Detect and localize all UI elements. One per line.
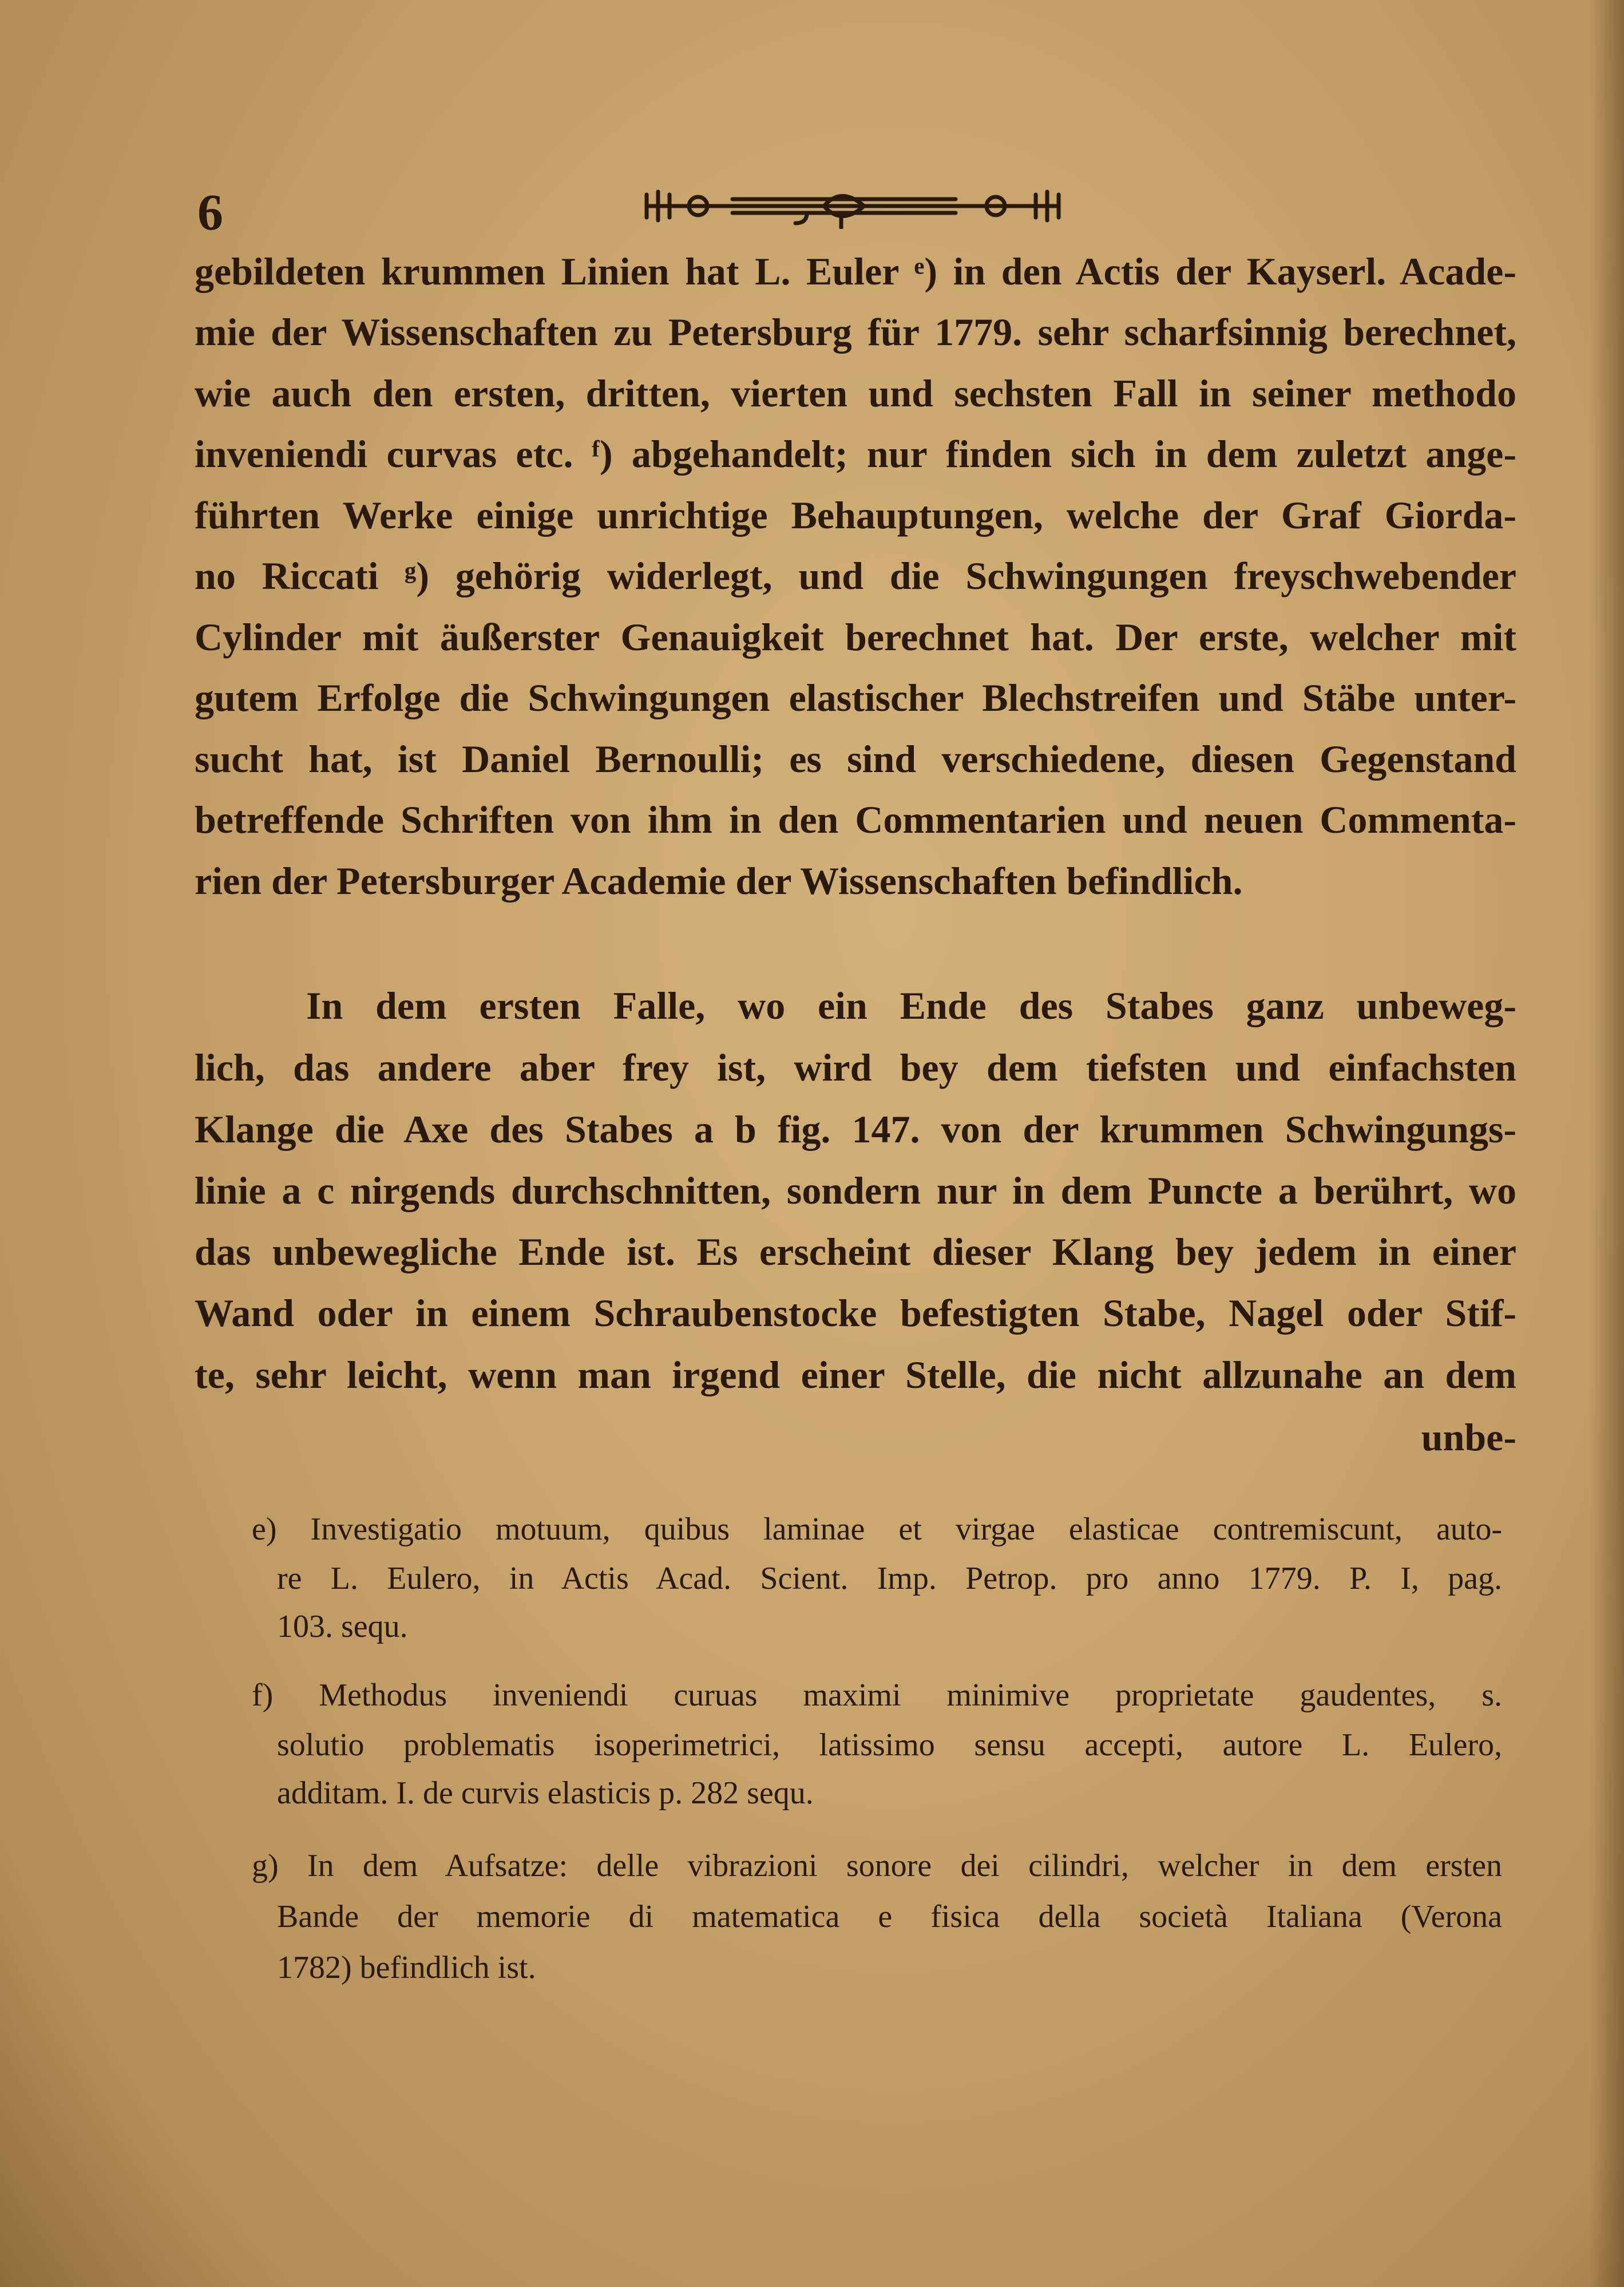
body-line: wie auch den ersten, dritten, vierten und sechsten Fall in seiner methodo (195, 371, 1516, 415)
header-ornament-icon (635, 183, 1070, 229)
footnote-g-line: Bande der memorie di matematica e fisica della società Italiana (Verona (277, 1899, 1502, 1934)
body-line: gutem Erfolge die Schwingungen elastischer Blechstreifen und Stäbe unter- (195, 676, 1516, 719)
footnote-e-line: 103. sequ. (277, 1609, 408, 1644)
body-line: In dem ersten Falle, wo ein Ende des Stabes ganz unbeweg- (306, 984, 1516, 1027)
footnote-f-line: f) Methodus inveniendi curuas maximi minimive proprietate gaudentes, s. (252, 1677, 1502, 1713)
catchword: unbe- (1421, 1415, 1516, 1459)
body-line: Wand oder in einem Schraubenstocke befestigten Stabe, Nagel oder Stif- (195, 1291, 1516, 1335)
body-line: no Riccati ᵍ) gehörig widerlegt, und die Schwingungen freyschwebender (195, 554, 1516, 598)
footnote-e-line: e) Investigatio motuum, quibus laminae et virgae elasticae contremiscunt, auto- (252, 1512, 1502, 1547)
body-line: linie a c nirgends durchschnitten, sondern nur in dem Puncte a berührt, wo (195, 1169, 1516, 1212)
page-edge-shadow (1590, 0, 1624, 2287)
body-line: gebildeten krummen Linien hat L. Euler ᵉ) in den Actis der Kayserl. Acade- (195, 250, 1516, 293)
body-line: lich, das andere aber frey ist, wird bey dem tiefsten und einfachsten (195, 1046, 1516, 1089)
footnote-f-line: solutio problematis isoperimetrici, latissimo sensu accepti, autore L. Eulero, (277, 1727, 1502, 1763)
body-line: te, sehr leicht, wenn man irgend einer Stelle, die nicht allzunahe an dem (195, 1353, 1516, 1396)
body-line: führten Werke einige unrichtige Behauptungen, welche der Graf Giorda- (195, 493, 1516, 537)
body-line: betreffende Schriften von ihm in den Commentarien und neuen Commenta- (195, 798, 1516, 841)
body-line: das unbewegliche Ende ist. Es erscheint dieser Klang bey jedem in einer (195, 1230, 1516, 1273)
body-line: Klange die Axe des Stabes a b fig. 147. von der krummen Schwingungs- (195, 1107, 1516, 1151)
page-number: 6 (197, 184, 223, 241)
footnote-f-line: additam. I. de curvis elasticis p. 282 sequ. (277, 1775, 814, 1811)
body-line: Cylinder mit äußerster Genauigkeit berechnet hat. Der erste, welcher mit (195, 615, 1516, 659)
footnote-g-line: 1782) befindlich ist. (277, 1950, 536, 1985)
body-line: mie der Wissenschaften zu Petersburg für 1779. sehr scharfsinnig berechnet, (195, 310, 1516, 354)
body-line: rien der Petersburger Academie der Wissenschaften befindlich. (195, 859, 1243, 903)
footnote-e-line: re L. Eulero, in Actis Acad. Scient. Imp. Petrop. pro anno 1779. P. I, pag. (277, 1561, 1502, 1596)
body-line: sucht hat, ist Daniel Bernoulli; es sind verschiedene, diesen Gegenstand (195, 737, 1516, 781)
footnote-g-line: g) In dem Aufsatze: delle vibrazioni sonore dei cilindri, welcher in dem ersten (252, 1848, 1502, 1884)
body-line: inveniendi curvas etc. ᶠ) abgehandelt; nur finden sich in dem zuletzt ange- (195, 432, 1516, 476)
